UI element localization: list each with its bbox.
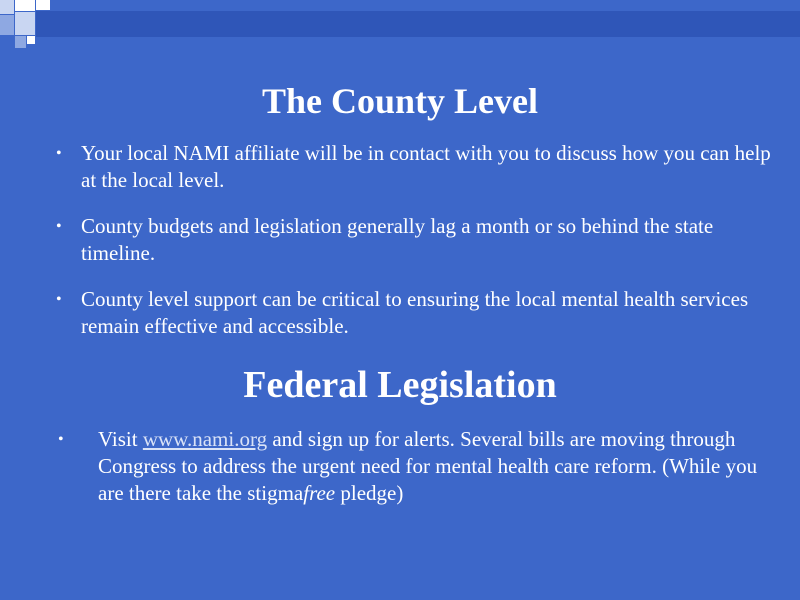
decorative-square [0, 0, 14, 14]
list-item [56, 286, 776, 340]
bullet-dot: • [56, 218, 62, 235]
decorative-square [15, 12, 35, 35]
county-level-bullets [56, 140, 776, 359]
decorative-square [27, 36, 35, 44]
bullet-dot: • [56, 145, 62, 162]
decorative-square [0, 15, 14, 35]
list-item [56, 140, 776, 194]
bullet-text: County level support can be critical to ensuring the local mental health services remain effective and accessible. [81, 287, 749, 338]
nami-website-link[interactable]: www.nami.org [142, 427, 268, 451]
list-item [56, 213, 776, 267]
decorative-square [36, 0, 50, 10]
bullet-dot: • [58, 431, 64, 448]
bullet-text: County budgets and legislation generally lag a month or so behind the state timeline. [81, 214, 714, 265]
federal-legislation-title: Federal Legislation [243, 364, 557, 406]
list-item [58, 426, 758, 507]
top-decorative-bar [36, 11, 800, 37]
bullet-text-prefix: Visit [98, 427, 143, 451]
bullet-text-suffix: pledge) [335, 481, 404, 505]
decorative-square [15, 0, 35, 11]
bullet-text-italic: free [303, 481, 336, 505]
bullet-text: Your local NAMI affiliate will be in contact with you to discuss how you can help at the local level. [81, 141, 771, 192]
county-level-title: The County Level [261, 81, 538, 121]
bullet-dot: • [56, 291, 62, 308]
decorative-square [15, 36, 26, 48]
bullet-text-middle: and sign up for alerts. Several bills are moving through Congress to address the urgent need for mental health care reform. (While you are there take the stigma [98, 427, 758, 505]
federal-legislation-bullets [58, 426, 758, 507]
